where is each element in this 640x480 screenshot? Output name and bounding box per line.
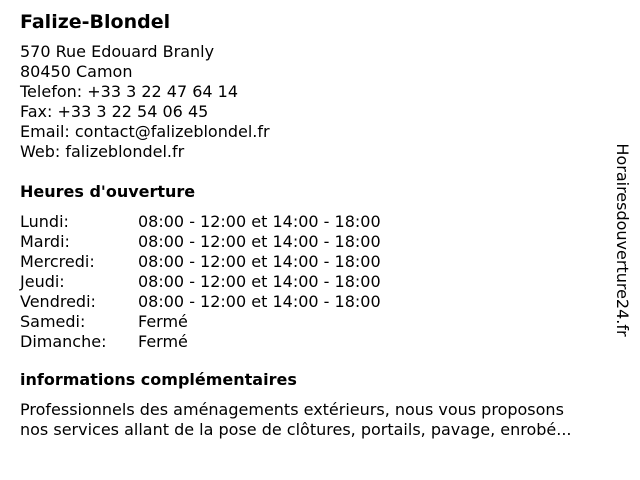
hours-row-thursday [20, 272, 600, 292]
hours-heading: Heures d'ouverture [20, 182, 196, 201]
fax-number: Fax: +33 3 22 54 06 45 [20, 102, 209, 121]
business-card [20, 11, 600, 440]
day-label: Mardi: [20, 232, 70, 251]
hours-table [20, 212, 600, 352]
day-label: Lundi: [20, 212, 69, 231]
hours-row-tuesday [20, 232, 600, 252]
info-line: Professionnels des aménagements extérieurs, nous vous proposons [20, 400, 564, 419]
address-street: 570 Rue Edouard Branly [20, 42, 215, 61]
info-heading: informations complémentaires [20, 370, 297, 389]
contact-block [20, 42, 600, 162]
hours-row-saturday [20, 312, 600, 332]
day-hours: 08:00 - 12:00 et 14:00 - 18:00 [138, 272, 381, 291]
day-hours: Fermé [138, 312, 188, 331]
info-description [20, 400, 600, 440]
day-hours: 08:00 - 12:00 et 14:00 - 18:00 [138, 292, 381, 311]
day-label: Mercredi: [20, 252, 95, 271]
day-label: Dimanche: [20, 332, 107, 351]
address-city: 80450 Camon [20, 62, 133, 81]
day-label: Vendredi: [20, 292, 96, 311]
website: Web: falizeblondel.fr [20, 142, 185, 161]
watermark: Horairesdouverture24.fr [613, 143, 632, 337]
info-line: nos services allant de la pose de clôtures, portails, pavage, enrobé... [20, 420, 572, 439]
hours-row-friday [20, 292, 600, 312]
email-address: Email: contact@falizeblondel.fr [20, 122, 270, 141]
day-hours: Fermé [138, 332, 188, 351]
day-hours: 08:00 - 12:00 et 14:00 - 18:00 [138, 232, 381, 251]
hours-row-wednesday [20, 252, 600, 272]
hours-row-monday [20, 212, 600, 232]
day-hours: 08:00 - 12:00 et 14:00 - 18:00 [138, 212, 381, 231]
day-label: Jeudi: [20, 272, 65, 291]
hours-row-sunday [20, 332, 600, 352]
day-hours: 08:00 - 12:00 et 14:00 - 18:00 [138, 252, 381, 271]
business-name: Falize-Blondel [20, 11, 171, 33]
phone-number: Telefon: +33 3 22 47 64 14 [20, 82, 239, 101]
day-label: Samedi: [20, 312, 86, 331]
